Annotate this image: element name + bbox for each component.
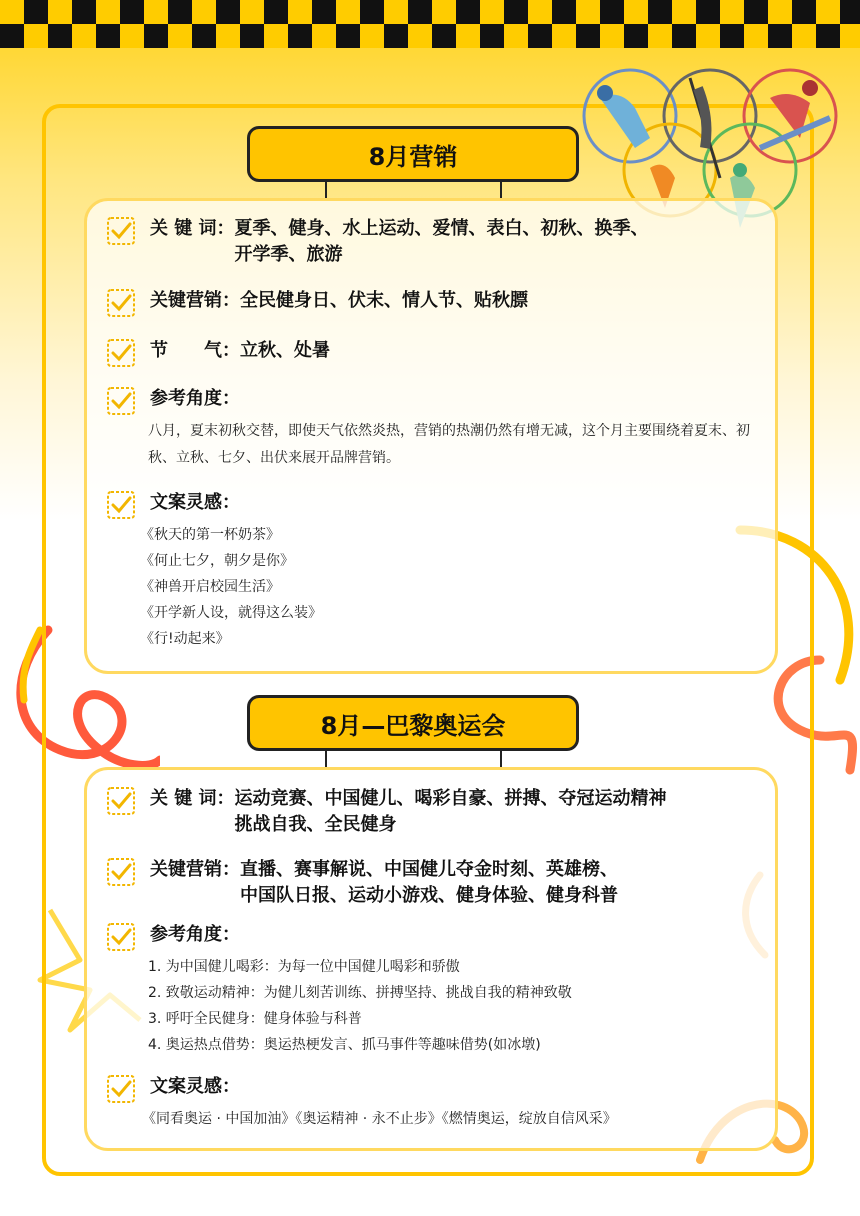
connector-right <box>500 751 502 767</box>
angle-paragraph: 八月，夏末初秋交替，即使天气依然炎热，营销的热潮仍然有增无减，这个月主要围绕着夏末、初秋、立秋、七夕、出伏来展开品牌营销。 <box>148 423 750 466</box>
keywords-value: 运动竞赛、中国健儿、喝彩自豪、拼搏、夺冠运动精神 挑战自我、全民健身 <box>234 788 667 835</box>
copy-list <box>140 522 322 652</box>
checkbox-check-icon <box>106 216 136 246</box>
list-item: 《秋天的第一杯奶茶》 <box>140 527 280 543</box>
connector-right <box>500 182 502 198</box>
list-item: 《行!动起来》 <box>140 631 230 647</box>
marketing-value: 直播、赛事解说、中国健儿夺金时刻、英雄榜、 中国队日报、运动小游戏、健身体验、健身科普 <box>240 859 618 906</box>
list-item: 《神兽开启校园生活》 <box>140 579 280 595</box>
keywords-value: 夏季、健身、水上运动、爱情、表白、初秋、换季、 开学季、旅游 <box>234 218 649 265</box>
keywords-label: 关 键 词： <box>150 788 235 809</box>
list-item: 3. 呼吁全民健身：健身体验与科普 <box>148 1011 362 1027</box>
list-item: 《何止七夕，朝夕是你》 <box>140 553 294 569</box>
list-item: 2. 致敬运动精神：为健儿刻苦训练、拼搏坚持、挑战自我的精神致敬 <box>148 985 572 1001</box>
section2-keywords-row <box>106 786 667 838</box>
checkbox-check-icon <box>106 490 136 520</box>
copy-line: 《同看奥运 · 中国加油》《奥运精神 · 永不止步》《燃情奥运，绽放自信风采》 <box>142 1111 617 1127</box>
list-item: 1. 为中国健儿喝彩：为每一位中国健儿喝彩和骄傲 <box>148 959 460 975</box>
checkbox-check-icon <box>106 857 136 887</box>
solar-term-label: 节 气： <box>150 340 240 361</box>
checkered-header-band <box>0 0 860 48</box>
list-item: 4. 奥运热点借势：奥运热梗发言、抓马事件等趣味借势(如冰墩) <box>148 1037 541 1053</box>
section1-angle-row <box>106 386 240 416</box>
angle-label: 参考角度： <box>150 388 240 409</box>
section1-title: 8月营销 <box>247 126 579 182</box>
checkbox-check-icon <box>106 386 136 416</box>
angle-list <box>148 954 572 1058</box>
checkbox-check-icon <box>106 786 136 816</box>
keywords-label: 关 键 词： <box>150 218 235 239</box>
section1-copy-row <box>106 490 240 520</box>
marketing-label: 关键营销： <box>150 290 240 311</box>
solar-term-value: 立秋、处暑 <box>240 340 330 361</box>
connector-left <box>325 751 327 767</box>
checkbox-check-icon <box>106 338 136 368</box>
list-item: 《开学新人设，就得这么装》 <box>140 605 322 621</box>
checkbox-check-icon <box>106 922 136 952</box>
section1-marketing-row <box>106 288 528 318</box>
marketing-label: 关键营销： <box>150 859 240 880</box>
section2-angle-row <box>106 922 240 952</box>
checkbox-check-icon <box>106 1074 136 1104</box>
section2-title: 8月—巴黎奥运会 <box>247 695 579 751</box>
section2-marketing-row <box>106 857 618 909</box>
checkbox-check-icon <box>106 288 136 318</box>
copy-label: 文案灵感： <box>150 1076 240 1097</box>
marketing-value: 全民健身日、伏末、情人节、贴秋膘 <box>240 290 528 311</box>
connector-left <box>325 182 327 198</box>
section1-keywords-row <box>106 216 649 268</box>
section1-solar-term-row <box>106 338 330 368</box>
angle-label: 参考角度： <box>150 924 240 945</box>
section2-copy-row <box>106 1074 240 1104</box>
copy-label: 文案灵感： <box>150 492 240 513</box>
